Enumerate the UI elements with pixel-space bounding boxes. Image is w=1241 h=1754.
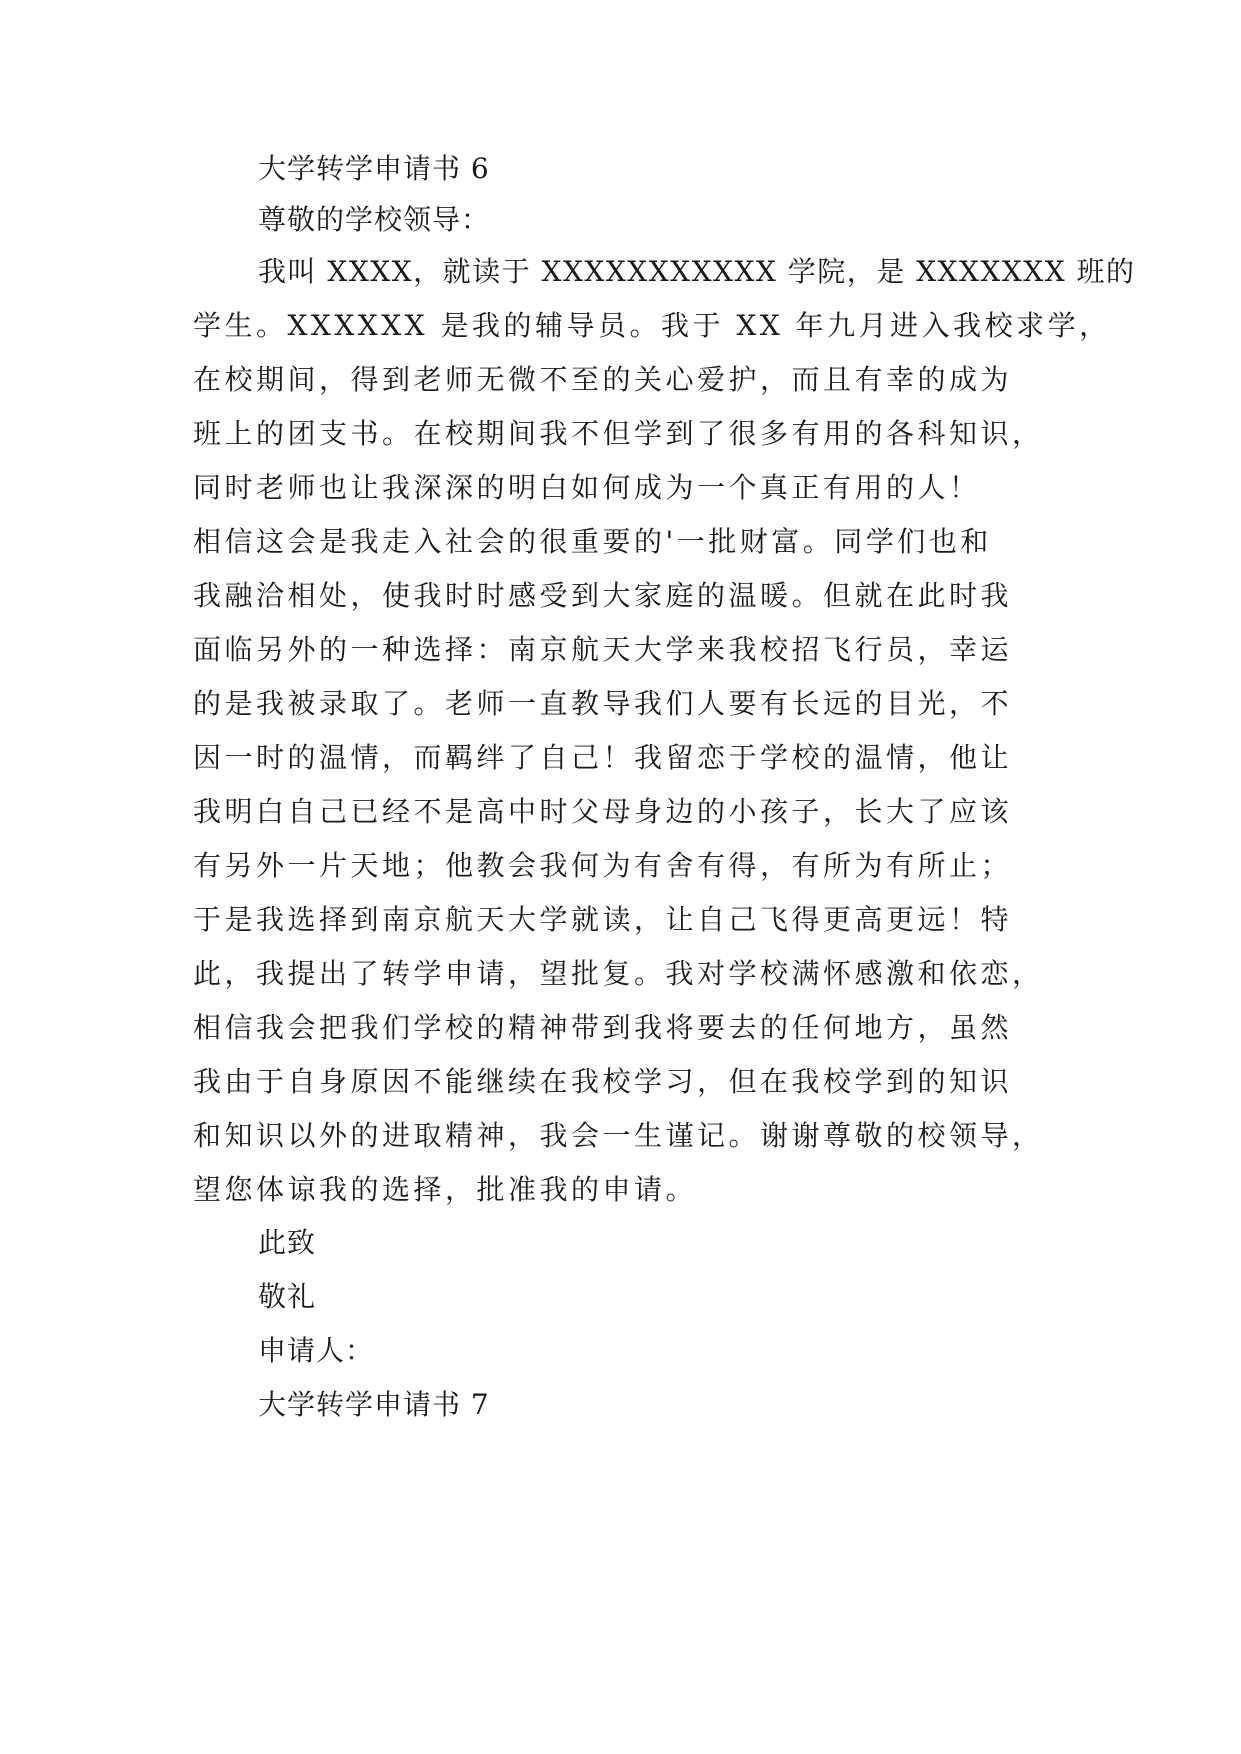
body-line: 于是我选择到南京航天大学就读，让自己飞得更高更远！特: [193, 903, 1013, 936]
body-line: 相信这会是我走入社会的很重要的'一批财富。同学们也和: [193, 525, 992, 558]
body-line: 因一时的温情，而羁绊了自己！我留恋于学校的温情，他让: [193, 741, 1013, 774]
body-line: 我由于自身原因不能继续在我校学习，但在我校学到的知识: [193, 1065, 1013, 1098]
body-line: 望您体谅我的选择，批准我的申请。: [193, 1173, 698, 1206]
body-line: 此，我提出了转学申请，望批复。我对学校满怀感激和依恋，: [193, 957, 1044, 990]
body-line: 和知识以外的进取精神，我会一生谨记。谢谢尊敬的校领导，: [193, 1119, 1044, 1152]
closing-jingli: 敬礼: [258, 1280, 317, 1313]
letter-title-7: 大学转学申请书 7: [258, 1388, 490, 1421]
closing-cizhi: 此致: [258, 1226, 317, 1259]
body-line: 相信我会把我们学校的精神带到我将要去的任何地方，虽然: [193, 1011, 1013, 1044]
body-line: 我明白自己已经不是高中时父母身边的小孩子，长大了应该: [193, 795, 1013, 828]
letter-title-6: 大学转学申请书 6: [258, 152, 490, 185]
body-line: 的是我被录取了。老师一直教导我们人要有长远的目光，不: [193, 687, 1013, 720]
applicant-label: 申请人：: [258, 1334, 375, 1367]
body-line: 在校期间，得到老师无微不至的关心爱护，而且有幸的成为: [193, 363, 1013, 396]
body-line: 我融洽相处，使我时时感受到大家庭的温暖。但就在此时我: [193, 579, 1013, 612]
body-line: 面临另外的一种选择：南京航天大学来我校招飞行员，幸运: [193, 633, 1013, 666]
body-line: 班上的团支书。在校期间我不但学到了很多有用的各科知识，: [193, 417, 1044, 450]
body-line: 我叫 XXXX，就读于 XXXXXXXXXXX 学院，是 XXXXXXX 班的: [258, 255, 1136, 288]
body-line: 有另外一片天地；他教会我何为有舍有得，有所为有所止；: [193, 849, 1013, 882]
body-line: 同时老师也让我深深的明白如何成为一个真正有用的人！: [193, 471, 981, 504]
salutation: 尊敬的学校领导：: [258, 203, 491, 236]
body-line: 学生。XXXXXX 是我的辅导员。我于 XX 年九月进入我校求学，: [193, 309, 1111, 342]
